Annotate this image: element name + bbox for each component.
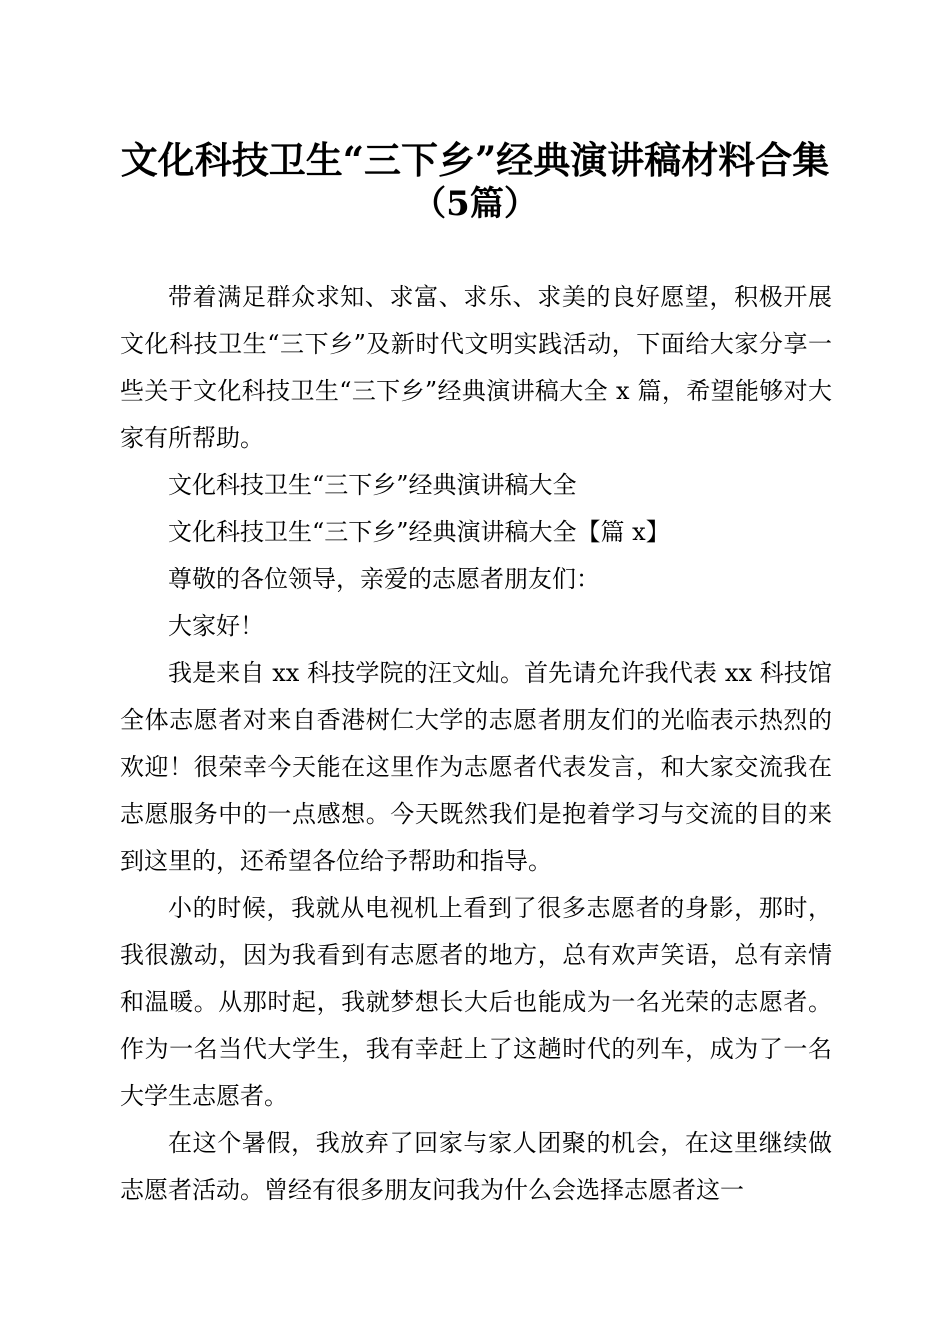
document-title-line1: 文化科技卫生“三下乡”经典演讲稿材料合集	[120, 138, 830, 182]
paragraph-summer: 在这个暑假，我放弃了回家与家人团聚的机会，在这里继续做志愿者活动。曾经有很多朋友问我为什么会选择志愿者这一	[120, 1129, 832, 1204]
paragraph-greeting: 大家好！	[168, 612, 264, 640]
document-body	[120, 274, 832, 1214]
paragraph-heading-article: 文化科技卫生“三下乡”经典演讲稿大全【篇 x】	[168, 518, 670, 546]
paragraph-intro: 带着满足群众求知、求富、求乐、求美的良好愿望，积极开展文化科技卫生“三下乡”及新时代文明实践活动，下面给大家分享一些关于文化科技卫生“三下乡”经典演讲稿大全 x 篇，希望能够对大家有所帮助。	[120, 283, 832, 452]
paragraph-self-introduction: 我是来自 xx 科技学院的汪文灿。首先请允许我代表 xx 科技馆全体志愿者对来自香港树仁大学的志愿者朋友们的光临表示热烈的欢迎！很荣幸今天能在这里作为志愿者代表发言，和大家交流我在志愿服务中的一点感想。今天既然我们是抱着学习与交流的目的来到这里的，还希望各位给予帮助和指导。	[120, 659, 832, 875]
paragraph-heading-collection: 文化科技卫生“三下乡”经典演讲稿大全	[168, 471, 577, 499]
document-title-line2: （5篇）	[412, 184, 538, 224]
paragraph-salutation: 尊敬的各位领导，亲爱的志愿者朋友们：	[168, 565, 600, 593]
paragraph-childhood: 小的时候，我就从电视机上看到了很多志愿者的身影，那时，我很激动，因为我看到有志愿者的地方，总有欢声笑语，总有亲情和温暖。从那时起，我就梦想长大后也能成为一名光荣的志愿者。作为一名当代大学生，我有幸赶上了这趟时代的列车，成为了一名大学生志愿者。	[120, 894, 832, 1110]
